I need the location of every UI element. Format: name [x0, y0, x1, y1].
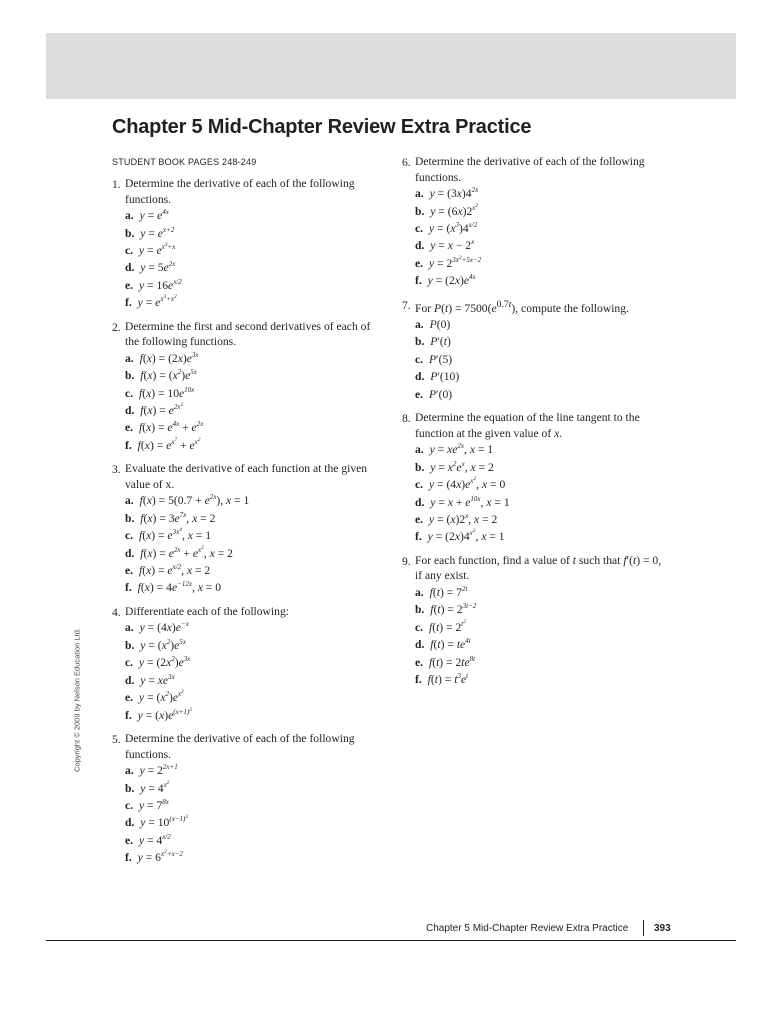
question-6 [402, 154, 668, 290]
part-f: f. $y = e^{x^3+x^2}$ [125, 294, 177, 310]
question-number: 4. [112, 605, 121, 619]
question-3 [112, 461, 378, 597]
question-text: Determine the derivative of each of the following functions. [125, 177, 355, 206]
part-c: c. $f(x) = 10e^{10x}$ [125, 385, 195, 400]
part-d: d. $f(x) = e^{2x} + e^{x^2}$, x = 2 [125, 544, 233, 560]
question-text: Evaluate the derivative of each function at the given value of x. [125, 462, 368, 491]
footer-title: Chapter 5 Mid-Chapter Review Extra Practice [426, 923, 629, 934]
header-band [46, 33, 736, 99]
part-e: e. $y = (x)2^x$, x = 2 [415, 511, 498, 526]
part-e: e. $y = 4^{x/2}$ [125, 832, 171, 847]
question-number: 8. [402, 412, 411, 426]
part-a: a. $y = (4x)e^{-x}$ [125, 620, 189, 635]
part-d: d. $y = xe^{3x}$ [125, 672, 175, 687]
part-b: b. $f(x) = 3e^{7x}$, x = 2 [125, 510, 216, 525]
part-a: a. P(0) [415, 318, 451, 332]
part-a: a. $y = e^{4x}$ [125, 208, 169, 223]
part-b: b. $y = (6x)2^{x^2}$ [415, 202, 479, 218]
part-f: f. $f(x) = e^{x^7} + e^{x^2}$ [125, 436, 201, 452]
part-e: e. $y = (x^2)e^{x^2}$ [125, 689, 184, 705]
part-b: b. P′(t) [415, 335, 451, 349]
part-f: f. $y = (x)e^{(x+1)^2}$ [125, 706, 192, 722]
part-e: e. $f(t) = 2te^{8t}$ [415, 654, 476, 669]
part-a: a. $y = xe^{2x}$, x = 1 [415, 442, 494, 457]
question-text: For each function, find a value of t such that f′(t) = 0, if any exist. [415, 553, 662, 583]
question-text: Differentiate each of the following: [125, 604, 289, 618]
question-9 [402, 553, 668, 689]
part-a: a. $f(x) = 5(0.7 + e^{2x})$, x = 1 [125, 493, 250, 508]
question-text: Determine the equation of the line tangent to the function at the given value of x. [415, 411, 640, 440]
part-f: f. $f(t) = t^3e^t$ [415, 671, 469, 686]
part-d: d. P′(10) [415, 370, 460, 384]
part-a: a. $f(x) = (2x)e^{3x}$ [125, 350, 199, 365]
part-a: a. $f(t) = 7^{2t}$ [415, 584, 468, 599]
part-b: b. $y = 4^{x^2}$ [125, 779, 170, 795]
part-a: a. $y = (3x)4^{2x}$ [415, 186, 479, 201]
part-d: d. $y = x + e^{10x}$, x = 1 [415, 494, 510, 509]
page-number: 393 [654, 923, 671, 934]
question-number: 7. [402, 298, 411, 312]
part-b: b. $y = x^2e^x$, x = 2 [415, 459, 494, 474]
part-c: c. $y = (x^3)4^{x/2}$ [415, 221, 478, 235]
part-e: e. $f(x) = e^{x/2}$, x = 2 [125, 563, 211, 578]
part-c: c. P′(5) [415, 352, 453, 366]
part-b: b. $y = (x^2)e^{5x}$ [125, 637, 186, 652]
question-number: 6. [402, 156, 411, 169]
question-5 [112, 731, 378, 867]
copyright-notice: Copyright © 2009 by Nelson Education Ltd. [72, 628, 82, 772]
part-b: b. $f(t) = 2^{3t-2}$ [415, 602, 477, 617]
left-column [112, 176, 378, 874]
part-d: d. $y = 5e^{2x}$ [125, 260, 176, 275]
question-text: For $P(t) = 7500(e^{0.7t})$, compute the following. [415, 298, 629, 315]
question-text: Determine the first and second derivatives of each of the following functions. [125, 319, 371, 349]
part-c: c. $f(x) = e^{3x^4}$, x = 1 [125, 527, 212, 543]
part-c: c. $y = 7^{8x}$ [125, 797, 169, 812]
part-c: c. $y = (2x^2)e^{3x}$ [125, 655, 191, 670]
student-book-pages: STUDENT BOOK PAGES 248-249 [112, 157, 257, 167]
question-1 [112, 176, 378, 312]
question-4 [112, 604, 378, 724]
part-c: c. $f(t) = 2^{t^2}$ [415, 618, 466, 634]
part-c: c. $y = (4x)e^{x^2}$, x = 0 [415, 476, 506, 492]
part-f: f. $f(x) = 4e^{-12x}$, x = 0 [125, 580, 222, 595]
question-number: 9. [402, 554, 411, 568]
part-a: a. $y = 2^{2x+1}$ [125, 763, 178, 778]
part-d: d. $f(x) = e^{2x^2}$ [125, 402, 184, 418]
question-text: Determine the derivative of each of the following functions. [415, 155, 645, 184]
question-number: 1. [112, 178, 121, 191]
part-f: f. $y = (2x)e^{4x}$ [415, 273, 476, 288]
question-8 [402, 410, 668, 546]
part-d: d. $y = x - 2^x$ [415, 238, 475, 253]
page-title: Chapter 5 Mid-Chapter Review Extra Practice [112, 116, 532, 138]
part-f: f. $y = 6^{x^2+x-2}$ [125, 849, 183, 865]
question-number: 3. [112, 463, 121, 477]
footer-rule [46, 940, 736, 941]
part-b: b. $f(x) = (x^2)e^{5x}$ [125, 368, 197, 383]
part-e: e. $y = 2^{3x^2+5x-2}$ [415, 254, 482, 270]
part-b: b. $y = e^{x+2}$ [125, 225, 175, 240]
part-e: e. P′(0) [415, 387, 453, 401]
part-c: c. $y = e^{x^3+x}$ [125, 242, 176, 257]
question-text: Determine the derivative of each of the following functions. [125, 731, 355, 761]
question-number: 2. [112, 320, 121, 334]
right-column [402, 154, 668, 695]
part-e: e. $f(x) = e^{4x} + e^{2x}$ [125, 420, 204, 435]
footer-divider [643, 920, 644, 936]
part-d: d. $y = 10^{(x-1)^2}$ [125, 814, 189, 830]
part-e: e. $y = 16e^{x/2}$ [125, 277, 182, 292]
question-2 [112, 319, 378, 455]
part-d: d. $f(t) = te^{4t}$ [415, 637, 471, 652]
question-number: 5. [112, 732, 121, 746]
question-7 [402, 297, 668, 403]
part-f: f. $y = (2x)4^{x^2}$, x = 1 [415, 528, 505, 544]
